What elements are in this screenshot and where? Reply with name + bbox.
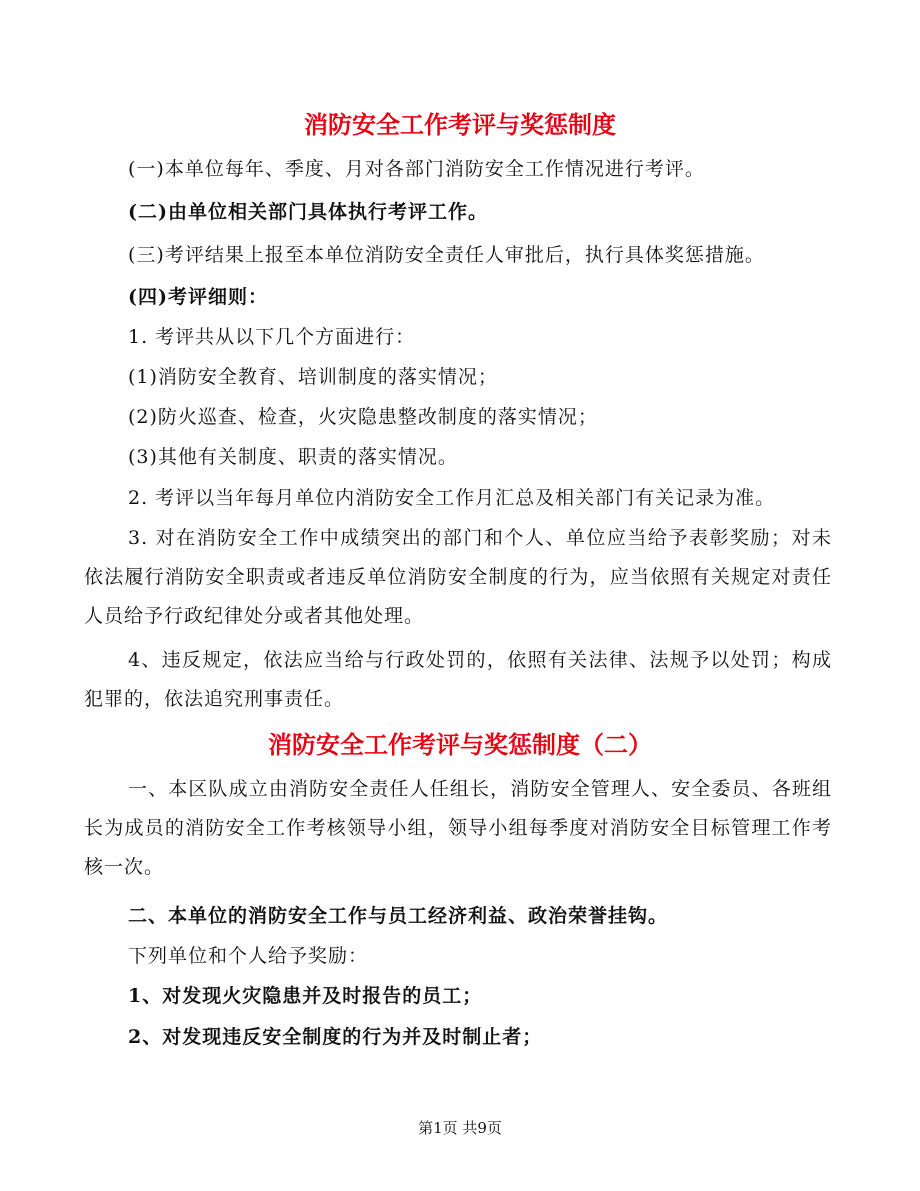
paragraph: 一、本区队成立由消防安全责任人任组长，消防安全管理人、安全委员、各班组长为成员的消防安全工作考核领导小组，领导小组每季度对消防安全目标管理工作考核一次。 <box>84 778 832 878</box>
paragraph: (四)考评细则： <box>128 286 268 308</box>
page-footer: 第1页 共9页 <box>418 1119 502 1137</box>
paragraph: 下列单位和个人给予奖励： <box>128 945 369 967</box>
paragraph: (二)由单位相关部门具体执行考评工作。 <box>128 201 488 223</box>
paragraph: (一)本单位每年、季度、月对各部门消防安全工作情况进行考评。 <box>128 158 705 180</box>
paragraph: 2. 考评以当年每月单位内消防安全工作月汇总及相关部门有关记录为准。 <box>128 487 776 509</box>
paragraph: 1. 考评共从以下几个方面进行： <box>128 326 416 348</box>
list-item: 2、对发现违反安全制度的行为并及时制止者； <box>128 1026 543 1048</box>
section-title: 消防安全工作考评与奖惩制度（二） <box>268 730 652 759</box>
paragraph: 4、违反规定，依法应当给与行政处罚的，依照有关法律、法规予以处罚；构成犯罪的，依法追究刑事责任。 <box>84 649 832 710</box>
list-item: (2)防火巡查、检查，火灾隐患整改制度的落实情况； <box>128 406 598 428</box>
paragraph: 二、本单位的消防安全工作与员工经济利益、政治荣誉挂钩。 <box>128 905 669 927</box>
list-item: 1、对发现火灾隐患并及时报告的员工； <box>128 985 483 1007</box>
document-title: 消防安全工作考评与奖惩制度 <box>304 110 616 139</box>
paragraph: 3. 对在消防安全工作中成绩突出的部门和个人、单位应当给予表彰奖励；对未依法履行消防安全职责或者违反单位消防安全制度的行为，应当依照有关规定对责任人员给予行政纪律处分或者其他处理。 <box>84 527 832 627</box>
list-item: (3)其他有关制度、职责的落实情况。 <box>128 446 458 468</box>
paragraph: (三)考评结果上报至本单位消防安全责任人审批后，执行具体奖惩措施。 <box>128 244 765 266</box>
list-item: (1)消防安全教育、培训制度的落实情况； <box>128 366 498 388</box>
